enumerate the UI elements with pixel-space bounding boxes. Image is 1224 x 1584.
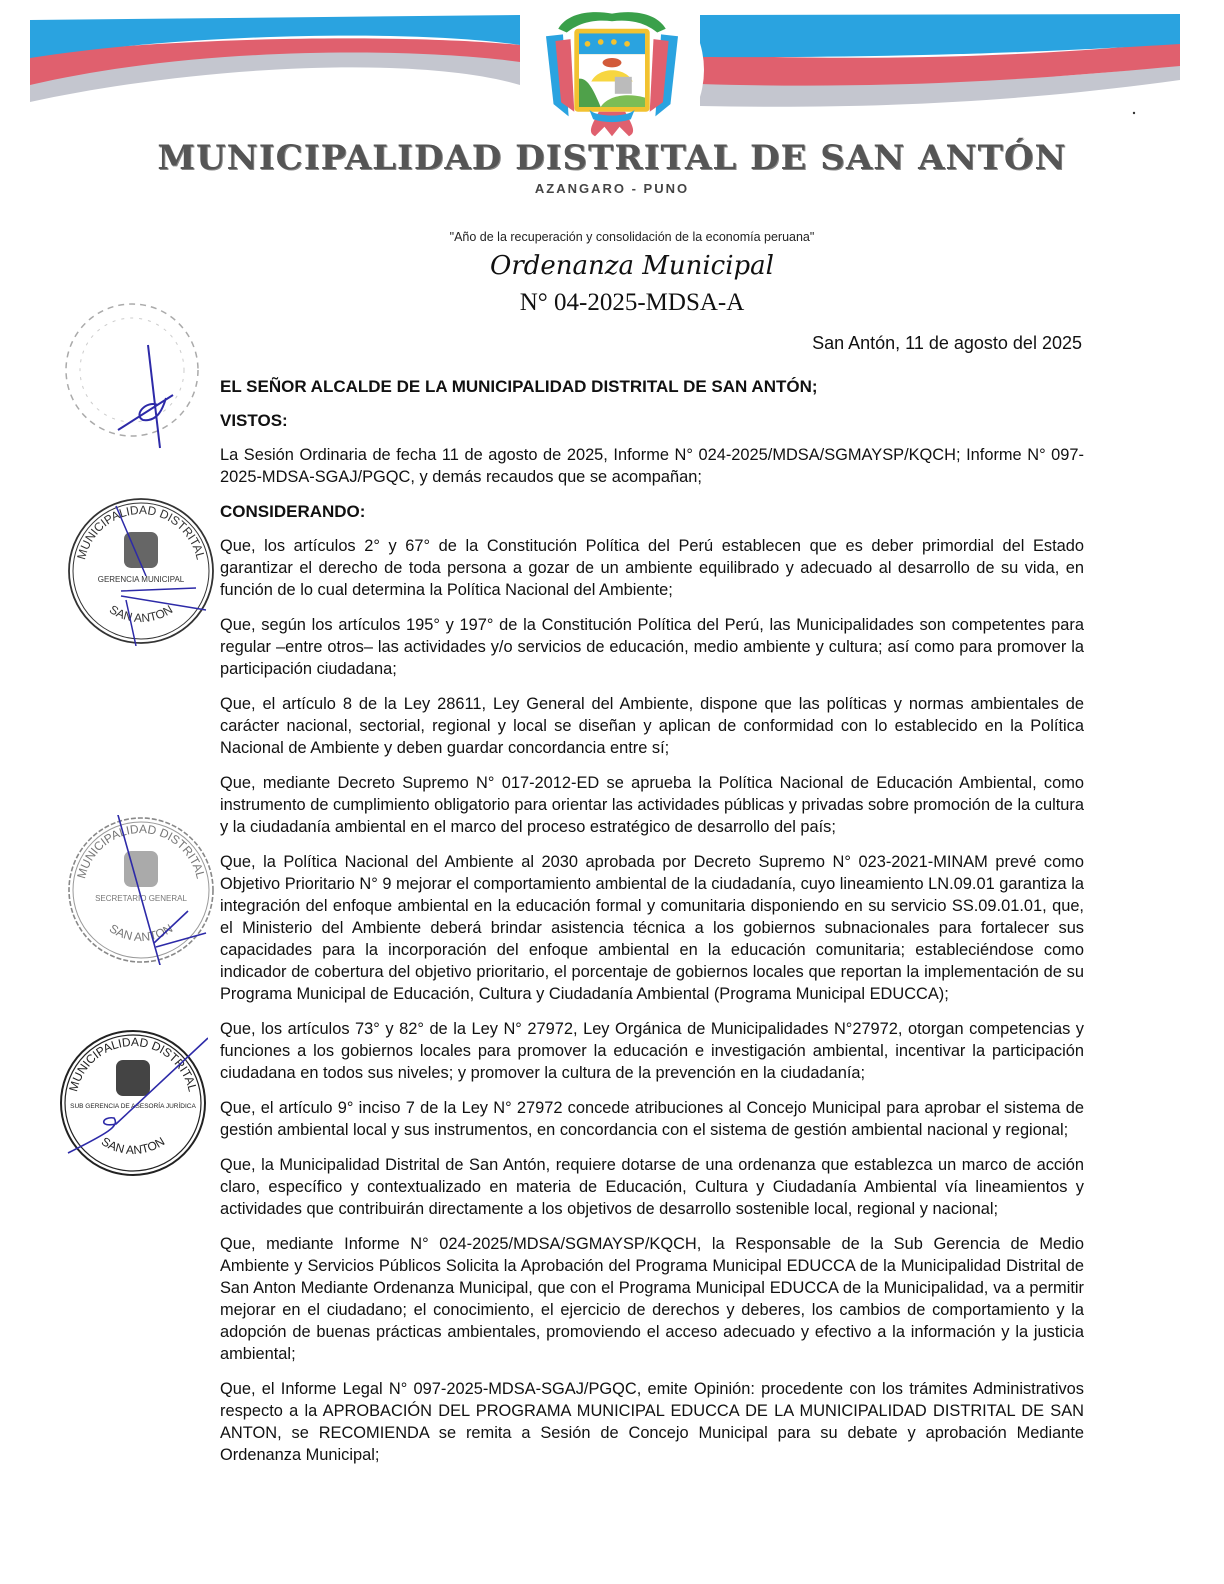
considerando-paragraph: Que, el artículo 8 de la Ley 28611, Ley General del Ambiente, dispone que las políticas y normas ambientales de carácter nacional, sectorial, regional y local se diseñan y aplican de conformidad con lo establecido en la Política Nacional de Ambiente y deben guardar concordancia entre sí; bbox=[220, 695, 1084, 757]
stamp-top-text: MUNICIPALIDAD DISTRITAL bbox=[74, 821, 208, 881]
stamp-secretario-general bbox=[66, 815, 216, 965]
stamp-center-text: SECRETARIO GENERAL bbox=[95, 894, 187, 903]
institution-name: MUNICIPALIDAD DISTRITAL DE SAN ANTÓN bbox=[157, 138, 1067, 178]
signature-mark bbox=[118, 345, 173, 448]
considerando-paragraph: Que, la Municipalidad Distrital de San Antón, requiere dotarse de una ordenanza que establezca un marco de acción claro, específico y contextualizado en materia de Educación, Cultura y Ciudadanía Ambiental vía lineamientos y actividades que contribuirán directamente a los objetivos de desarrollo sostenible local, regional y nacional; bbox=[220, 1156, 1084, 1218]
considerando-paragraph: Que, mediante Decreto Supremo N° 017-2012-ED se aprueba la Política Nacional de Educación Ambiental, como instrumento de cumplimiento obligatorio para orientar las actividades públicas y privadas sobre promoción de la cultura y la ciudadanía ambiental en el marco del proceso estratégico de desarrollo del país; bbox=[220, 774, 1084, 836]
stamp-asesoria-juridica bbox=[58, 1028, 208, 1178]
stamp-bottom-text: SAN ANTON bbox=[106, 921, 176, 945]
considerando-heading: CONSIDERANDO: bbox=[220, 502, 366, 521]
document-type: Ordenanza Municipal bbox=[490, 251, 774, 281]
year-motto: "Año de la recuperación y consolidación de la economía peruana" bbox=[449, 230, 815, 244]
stamp-center-text: GERENCIA MUNICIPAL bbox=[97, 575, 185, 584]
vistos-heading: VISTOS: bbox=[220, 411, 288, 430]
institution-location: AZANGARO - PUNO bbox=[534, 181, 690, 196]
considerando-paragraph: Que, el artículo 9° inciso 7 de la Ley N° 27972 concede atribuciones al Concejo Municipal para aprobar el sistema de gestión ambiental local y sus instrumentos, en concordancia con el sistema de gestión ambiental nacional y regional; bbox=[220, 1099, 1084, 1139]
document-number: N° 04-2025-MDSA-A bbox=[519, 289, 745, 316]
stamp-gerencia-municipal bbox=[66, 496, 216, 646]
faint-stamp-with-signature bbox=[50, 290, 215, 450]
stamp-bottom-text: SAN ANTON bbox=[106, 602, 176, 626]
stamp-top-text: MUNICIPALIDAD DISTRITAL bbox=[66, 1034, 200, 1094]
svg-text:SAN ANTON bbox=[99, 1134, 167, 1157]
considerando-paragraph: Que, el Informe Legal N° 097-2025-MDSA-SGAJ/PGQC, emite Opinión: procedente con los trámites Administrativos respecto a la APROBACIÓN DEL PROGRAMA MUNICIPAL EDUCCA DE LA MUNICIPALIDAD DISTRITAL DE SAN ANTON, se RECOMIENDA se remita a Sesión de Concejo Municipal para su debate y aprobación Mediante Ordenanza Municipal; bbox=[220, 1380, 1084, 1464]
authority-heading: EL SEÑOR ALCALDE DE LA MUNICIPALIDAD DISTRITAL DE SAN ANTÓN; bbox=[220, 377, 818, 396]
considerando-paragraph: Que, mediante Informe N° 024-2025/MDSA/SGMAYSP/KQCH, la Responsable de la Sub Gerencia de Medio Ambiente y Servicios Públicos Solicita la Aprobación del Programa Municipal EDUCCA de la Municipalidad Distrital de San Anton Mediante Ordenanza Municipal, que con el Programa Municipal EDUCCA de la Municipalidad, va a permitir mejorar en el ciudadano; el conocimiento, el ejercicio de derechos y deberes, los cambios de comportamiento y la adopción de buenas prácticas ambientales, promoviendo el acceso adecuado y efectivo a la información y la justicia ambiental; bbox=[220, 1235, 1084, 1363]
stamp-center-text: SUB GERENCIA DE ASESORÍA JURÍDICA bbox=[70, 1103, 196, 1110]
considerando-paragraph: Que, los artículos 2° y 67° de la Constitución Política del Perú establecen que es deber primordial del Estado garantizar el derecho de toda persona a gozar de un ambiente equilibrado y adecuado al desarrollo de su vida, en función de lo cual determina la Política Nacional del Ambiente; bbox=[220, 537, 1084, 599]
place-date: San Antón, 11 de agosto del 2025 bbox=[812, 333, 1082, 353]
stamp-bottom-text: SAN ANTON bbox=[98, 1134, 168, 1158]
considerando-paragraph: Que, los artículos 73° y 82° de la Ley N° 27972, Ley Orgánica de Municipalidades N°27972, otorgan competencias y funciones a los gobiernos locales para promover la educación e investigación ambiental, incentivar la participación ciudadana en todos sus niveles; y promover la cultura de la prevención en la ciudadanía; bbox=[220, 1020, 1084, 1082]
vistos-text: La Sesión Ordinaria de fecha 11 de agosto de 2025, Informe N° 024-2025/MDSA/SGMAYSP/KQCH; Informe N° 097-2025-MDSA-SGAJ/PGQC, y demás recaudos que se acompañan; bbox=[220, 446, 1084, 486]
speck bbox=[1133, 112, 1135, 114]
stamp-top-text: MUNICIPALIDAD DISTRITAL bbox=[74, 502, 208, 562]
considerando-paragraph: Que, según los artículos 195° y 197° de la Constitución Política del Perú, las Municipalidades son competentes para regular –entre otros– las actividades y/o servicios de educación, medio ambiente y cultura; así como para promover la participación ciudadana; bbox=[220, 616, 1084, 678]
considerando-paragraph: Que, la Política Nacional del Ambiente al 2030 aprobada por Decreto Supremo N° 023-2021-MINAM prevé como Objetivo Prioritario N° 9 mejorar el comportamiento ambiental de la ciudadanía, cuyo lineamiento LN.09.01 garantiza la integración del enfoque ambiental en la educación formal y comunitaria disponiendo en su servicio SS.09.01.01, que, el Ministerio del Ambiente deberá brindar asistencia técnica a los gobiernos subnacionales para fortalecer sus capacidades para la incorporación del enfoque ambiental en la educación comunitaria; estableciéndose como indicador de cobertura del objetivo prioritario, el porcentaje de gobiernos locales que reportan la implementación de su Programa Municipal de Educación, Cultura y Ciudadanía Ambiental (Programa Municipal EDUCCA); bbox=[220, 853, 1084, 1003]
svg-text:SAN ANTON bbox=[107, 602, 175, 625]
document-body bbox=[220, 376, 1084, 1479]
municipal-crest-logo bbox=[520, 8, 704, 140]
